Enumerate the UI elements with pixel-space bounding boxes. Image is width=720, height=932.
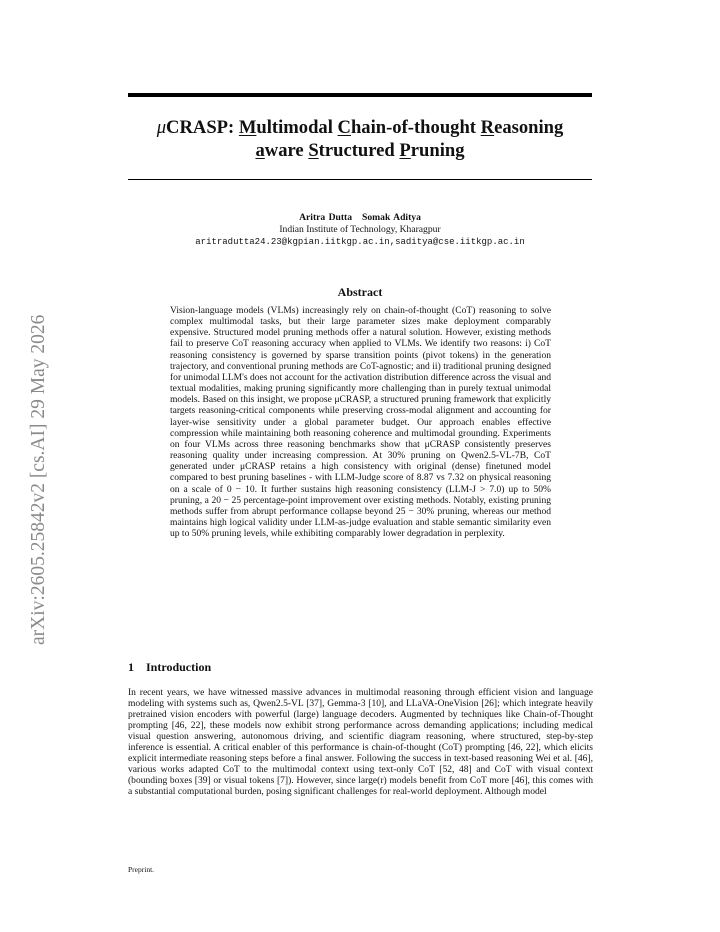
footer-note: Preprint. (128, 865, 155, 874)
abstract-heading: Abstract (337, 285, 383, 299)
abstract-body: Vision-language models (VLMs) increasingly rely on chain-of-thought (CoT) reasoning to solve complex multimodal tasks, but their large parameter sizes make deployment comparably expensive. Structured model pruning methods offer a natural solution. However, existing methods fail to preserve CoT reasoning accuracy when applied to VLMs. We identify two reasons: i) CoT reasoning consistency is governed by sparse transition points (pivot tokens) in the generation trajectory, and conventional pruning methods are CoT-agnostic; and ii) traditional pruning designed for unimodal LLM's does not account for the activation distribution difference across the visual and textual modalities, making pruning significantly more challenging than in purely textual unimodal models. Based on this insight, we propose μCRASP, a structured pruning framework that explicitly targets reasoning-critical components while preserving cross-modal alignment and accounting for layer-wise sensitivity under a global parameter budget. Our approach enables effective compression while maintaining both reasoning coherence and multimodal grounding. Experiments on four VLMs across three reasoning benchmarks show that μCRASP consistently preserves reasoning quality under increasing compression. At 30% pruning on Qwen2.5-VL-7B, CoT generated under μCRASP retains a high consistency with original (dense) finetuned model compared to best pruning baselines - with LLM-Judge score of 8.87 vs 7.32 on physical reasoning on a scale of 0 − 10. It further sustains high reasoning consistency (LLM-J > 7.0) up to 50% pruning, a 20 − 25 percentage-point improvement over existing methods. Notably, existing pruning methods suffer from abrupt performance collapse beyond 25 − 30% pruning, whereas our method maintains high logical validity under LLM-as-judge evaluation and stable semantic similarity even up to 50% pruning levels, while exhibiting comparably lower degradation in perplexity. (170, 305, 551, 540)
introduction-body: In recent years, we have witnessed massive advances in multimodal reasoning through efficient vision and language modeling with systems such as, Qwen2.5-VL [37], Gemma-3 [10], and LLaVA-OneVision [26]; which integrate heavily pretrained vision encoders with powerful (large) language decoders. Augmented by techniques like Chain-of-Thought prompting [46, 22], these models now exhibit strong performance across demanding applications; including medical visual question answering, autonomous driving, and scientific diagram reasoning, where structured, step-by-step inference is essential. A critical enabler of this performance is chain-of-thought (CoT) prompting [46, 22], which elicits explicit intermediate reasoning steps before a final answer. Following the success in text-based reasoning Wei et al. [46], various works adapted CoT to the multimodal context using text-only CoT [52, 48] and CoT with visual context (bounding boxes [39] or visual tokens [7]). However, since large(r) models benefit from CoT more [46], this comes with a substantial computational burden, posing significant challenges for real-world deployment. Although model (128, 687, 593, 798)
title-rule-top (128, 93, 592, 97)
title-rule-bottom (128, 179, 592, 180)
section-number: 1 (128, 660, 134, 674)
author-block (128, 212, 592, 248)
section-heading (128, 660, 211, 675)
section-title: Introduction (146, 660, 212, 674)
author-name: Aritra Dutta (299, 212, 353, 223)
author-name: Somak Aditya (362, 212, 421, 223)
arxiv-identifier: arXiv:2605.25842v2 [cs.AI] 29 May 2026 (28, 314, 49, 645)
affiliation: Indian Institute of Technology, Kharagpur (279, 224, 441, 235)
author-emails: aritradutta24.23@kgpian.iitkgp.ac.in,saditya@cse.iitkgp.ac.in (195, 237, 525, 247)
author-names (128, 212, 592, 224)
paper-title: μCRASP: Multimodal Chain-of-thought Reasoning aware Structured Pruning (156, 117, 564, 161)
